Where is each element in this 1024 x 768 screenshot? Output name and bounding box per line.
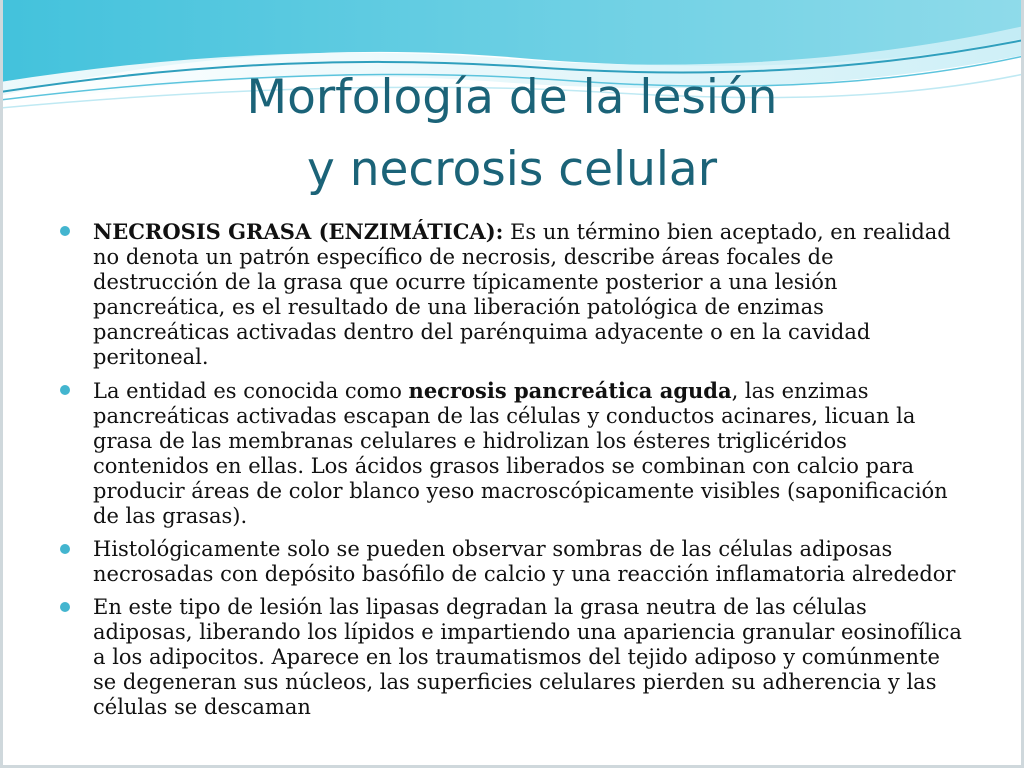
bullet-text-before: La entidad es conocida como	[93, 379, 409, 403]
bullet-bold-prefix: NECROSIS GRASA (ENZIMÁTICA):	[93, 219, 504, 244]
bullet-dot-icon	[60, 226, 70, 236]
bullet-item	[60, 378, 965, 529]
bullet-item	[60, 219, 965, 370]
bullet-item	[60, 595, 965, 720]
slide-title-line-1: Morfología de la lesión	[246, 70, 778, 125]
bullet-text: En este tipo de lesión las lipasas degradan la grasa neutra de las células adiposas, liberando los lípidos e impartiendo una apariencia granular eosinofílica a los adipocitos. Aparece en los traumatismos del tejido adiposo y comúnmente se degeneran sus núcleos, las superficies celulares pierden su adherencia y las células se descaman	[93, 595, 962, 719]
bullet-item	[60, 537, 965, 587]
bullet-bold-text: necrosis pancreática aguda	[408, 378, 732, 403]
bullet-dot-icon	[60, 385, 70, 395]
bullet-text: Histológicamente solo se pueden observar sombras de las células adiposas necrosadas con depósito basófilo de calcio y una reacción inflamatoria alrededor	[93, 537, 956, 586]
bullet-text: Es un término bien aceptado, en realidad no denota un patrón específico de necrosis, describe áreas focales de destrucción de la grasa que ocurre típicamente posterior a una lesión pancreática, es el resultado de una liberación patológica de enzimas pancreáticas activadas dentro del parénquima adyacente o en la cavidad peritoneal.	[93, 220, 951, 369]
slide-title-line-2: y necrosis celular	[306, 142, 718, 197]
bullet-list	[60, 219, 965, 728]
bullet-dot-icon	[60, 602, 70, 612]
bullet-text-after: , las enzimas pancreáticas activadas escapan de las células y conductos acinares, licuan la grasa de las membranas celulares e hidrolizan los ésteres triglicéridos contenidos en ellas. Los ácidos grasos liberados se combinan con calcio para producir áreas de color blanco yeso macroscópicamente visibles (saponificación de las grasas).	[93, 379, 948, 528]
slide-title	[0, 62, 1024, 206]
bullet-dot-icon	[60, 544, 70, 554]
